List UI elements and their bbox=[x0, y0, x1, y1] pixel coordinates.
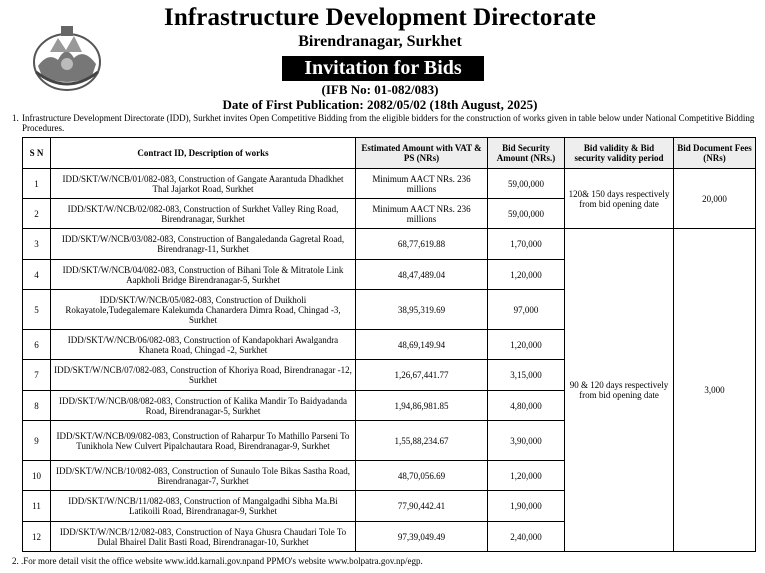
cell-desc: IDD/SKT/W/NCB/03/082-083, Construction of Bangaledanda Gagretal Road, Birendranagr-11, Surkhet bbox=[51, 229, 356, 260]
cell-estimated: 77,90,442.41 bbox=[356, 491, 488, 522]
intro-text: Infrastructure Development Directorate (IDD), Surkhet invites Open Competitive Bidding from the eligible bidders for the construction of works given in table below under National Competitive Bidding Procedures. bbox=[22, 113, 755, 133]
cell-security: 1,70,000 bbox=[488, 229, 565, 260]
cell-desc: IDD/SKT/W/NCB/08/082-083, Construction of Kalika Mandir To Baidyadanda Road, Birendranagar-5, Surkhet bbox=[51, 391, 356, 421]
cell-sn: 6 bbox=[23, 330, 51, 360]
ifb-number: (IFB No: 01-082/083) bbox=[321, 82, 439, 97]
cell-desc: IDD/SKT/W/NCB/01/082-083, Construction of Gangate Aarantuda Dhadkhet Thal Jajarkot Road, Surkhet bbox=[51, 169, 356, 199]
cell-sn: 7 bbox=[23, 360, 51, 391]
table-row bbox=[23, 169, 756, 199]
cell-security: 59,00,000 bbox=[488, 169, 565, 199]
cell-desc: IDD/SKT/W/NCB/06/082-083, Construction of Kandapokhari Awalgandra Khaneta Road, Chingad -2, Surkhet bbox=[51, 330, 356, 360]
cell-security: 1,90,000 bbox=[488, 491, 565, 522]
footnote: 2. .For more detail visit the office website www.idd.karnali.gov.npand PPMO's website www.bolpatra.gov.np/egp. bbox=[12, 556, 423, 566]
cell-sn: 9 bbox=[23, 421, 51, 461]
cell-desc: IDD/SKT/W/NCB/10/082-083, Construction of Sunaulo Tole Bikas Sastha Road, Birendranagar-7, Surkhet bbox=[51, 461, 356, 491]
cell-estimated: Minimum AACT NRs. 236 millions bbox=[356, 199, 488, 229]
cell-sn: 1 bbox=[23, 169, 51, 199]
cell-sn: 12 bbox=[23, 522, 51, 552]
cell-estimated: 38,95,319.69 bbox=[356, 290, 488, 330]
page-title: Infrastructure Development Directorate bbox=[164, 4, 596, 31]
table-header-row bbox=[23, 138, 756, 169]
cell-fees-group-a: 20,000 bbox=[674, 169, 756, 229]
cell-sn: 2 bbox=[23, 199, 51, 229]
cell-estimated: 48,70,056.69 bbox=[356, 461, 488, 491]
cell-desc: IDD/SKT/W/NCB/07/082-083, Construction of Khoriya Road, Birendranagar -12, Surkhet bbox=[51, 360, 356, 391]
header-security: Bid Security Amount (NRs.) bbox=[488, 138, 565, 169]
cell-sn: 5 bbox=[23, 290, 51, 330]
cell-estimated: 48,69,149.94 bbox=[356, 330, 488, 360]
cell-desc: IDD/SKT/W/NCB/05/082-083, Construction of Duikholi Rokayatole,Tudegalemare Kalekumda Chanardera Dimra Road, Chingad -3, Surkhet bbox=[51, 290, 356, 330]
cell-sn: 10 bbox=[23, 461, 51, 491]
cell-security: 3,15,000 bbox=[488, 360, 565, 391]
invitation-banner: Invitation for Bids bbox=[282, 56, 484, 81]
office-location: Birendranagar, Surkhet bbox=[298, 33, 462, 50]
header-estimated: Estimated Amount with VAT & PS (NRs) bbox=[356, 138, 488, 169]
cell-security: 1,20,000 bbox=[488, 330, 565, 360]
cell-estimated: 1,26,67,441.77 bbox=[356, 360, 488, 391]
cell-security: 1,20,000 bbox=[488, 260, 565, 290]
header-contract: Contract ID, Description of works bbox=[51, 138, 356, 169]
cell-desc: IDD/SKT/W/NCB/09/082-083, Construction of Raharpur To Mathillo Parseni To Tunikhola New Culvert Pipalchautara Road, Birendranagar-9, Surkhet bbox=[51, 421, 356, 461]
cell-security: 3,90,000 bbox=[488, 421, 565, 461]
table-row bbox=[23, 229, 756, 260]
cell-security: 1,20,000 bbox=[488, 461, 565, 491]
cell-desc: IDD/SKT/W/NCB/02/082-083, Construction of Surkhet Valley Ring Road, Birendranagar, Surkhet bbox=[51, 199, 356, 229]
cell-validity-group-a: 120& 150 days respectively from bid opening date bbox=[565, 169, 674, 229]
header-validity: Bid validity & Bid security validity period bbox=[565, 138, 674, 169]
cell-estimated: 1,94,86,981.85 bbox=[356, 391, 488, 421]
cell-desc: IDD/SKT/W/NCB/11/082-083, Construction of Mangalgadhi Sibha Ma.Bi Latikoili Road, Birendranagar-9, Surkhet bbox=[51, 491, 356, 522]
cell-sn: 8 bbox=[23, 391, 51, 421]
cell-sn: 11 bbox=[23, 491, 51, 522]
cell-sn: 4 bbox=[23, 260, 51, 290]
publication-date: Date of First Publication: 2082/05/02 (18th August, 2025) bbox=[222, 97, 538, 112]
cell-security: 97,000 bbox=[488, 290, 565, 330]
bids-table bbox=[22, 137, 756, 552]
header-fees: Bid Document Fees (NRs) bbox=[674, 138, 756, 169]
cell-estimated: Minimum AACT NRs. 236 millions bbox=[356, 169, 488, 199]
cell-sn: 3 bbox=[23, 229, 51, 260]
cell-security: 59,00,000 bbox=[488, 199, 565, 229]
cell-estimated: 97,39,049.49 bbox=[356, 522, 488, 552]
intro-number: 1. bbox=[12, 113, 19, 123]
intro-paragraph bbox=[12, 113, 760, 133]
header-sn: S N bbox=[23, 138, 51, 169]
cell-validity-group-b: 90 & 120 days respectively from bid opening date bbox=[565, 229, 674, 552]
nepal-government-emblem-icon bbox=[28, 22, 106, 96]
cell-fees-group-b: 3,000 bbox=[674, 229, 756, 552]
cell-desc: IDD/SKT/W/NCB/04/082-083, Construction of Bihani Tole & Mitratole Link Aapkholi Bridge Birendranagar-5, Surkhet bbox=[51, 260, 356, 290]
cell-security: 2,40,000 bbox=[488, 522, 565, 552]
cell-estimated: 68,77,619.88 bbox=[356, 229, 488, 260]
cell-estimated: 48,47,489.04 bbox=[356, 260, 488, 290]
cell-desc: IDD/SKT/W/NCB/12/082-083, Construction of Naya Ghusra Chaudari Tole To Dulal Bhairel Dalit Basti Road, Birendranagar-10, Surkhet bbox=[51, 522, 356, 552]
cell-estimated: 1,55,88,234.67 bbox=[356, 421, 488, 461]
cell-security: 4,80,000 bbox=[488, 391, 565, 421]
